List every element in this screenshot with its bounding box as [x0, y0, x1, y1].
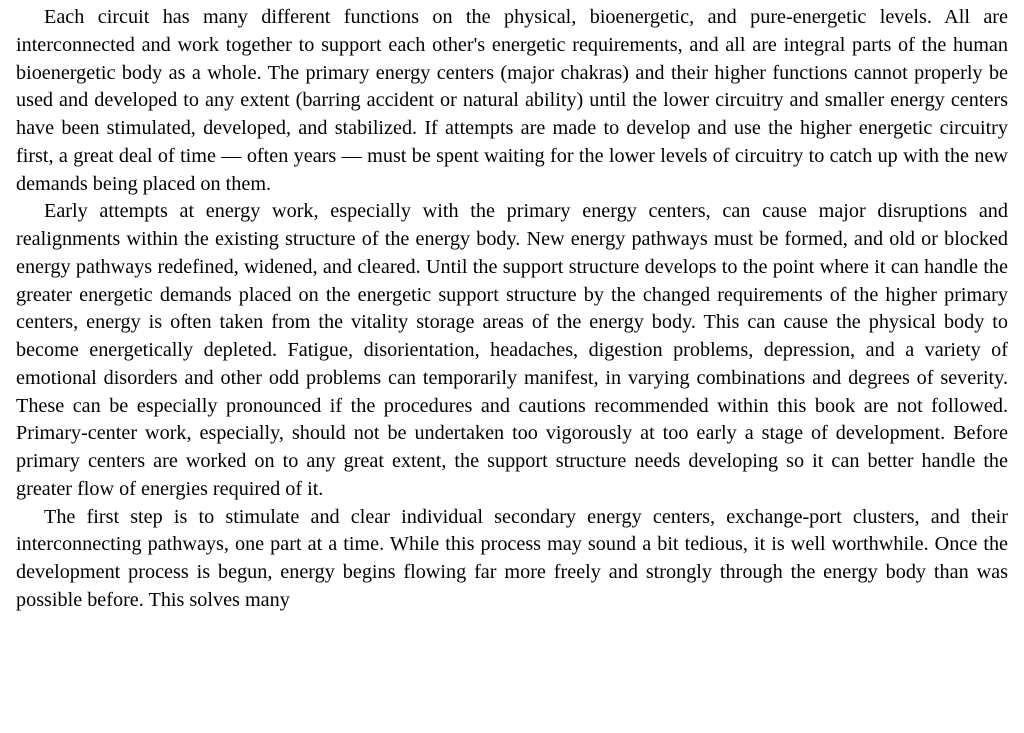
body-text-column: [16, 0, 1008, 615]
paragraph-1: Each circuit has many different functions on the physical, bioenergetic, and pure-energetic levels. All are interconnected and work together to support each other's energetic requirements, and all are integral parts of the human bioenergetic body as a whole. The primary energy centers (major chakras) and their higher functions cannot properly be used and developed to any extent (barring accident or natural ability) until the lower circuitry and smaller energy centers have been stimulated, developed, and stabilized. If attempts are made to develop and use the higher energetic circuitry first, a great deal of time — often years — must be spent waiting for the lower levels of circuitry to catch up with the new demands being placed on them.: [16, 6, 1008, 195]
paragraph-3: The first step is to stimulate and clear individual secondary energy centers, exchange-port clusters, and their interconnecting pathways, one part at a time. While this process may sound a bit tedious, it is well worthwhile. Once the development process is begun, energy begins flowing far more freely and strongly through the energy body than was possible before. This solves many: [16, 505, 1008, 611]
paragraph-2: Early attempts at energy work, especially with the primary energy centers, can cause major disruptions and realignments within the existing structure of the energy body. New energy pathways must be formed, and old or blocked energy pathways redefined, widened, and cleared. Until the support structure develops to the point where it can handle the greater energetic demands placed on the energetic support structure by the changed requirements of the higher primary centers, energy is often taken from the vitality storage areas of the energy body. This can cause the physical body to become energetically depleted. Fatigue, disorientation, headaches, digestion problems, depression, and a variety of emotional disorders and other odd problems can temporarily manifest, in varying combinations and degrees of severity. These can be especially pronounced if the procedures and cautions recommended within this book are not followed. Primary-center work, especially, should not be undertaken too vigorously at too early a stage of development. Before primary centers are worked on to any great extent, the support structure needs developing so it can better handle the greater flow of energies required of it.: [16, 200, 1008, 500]
